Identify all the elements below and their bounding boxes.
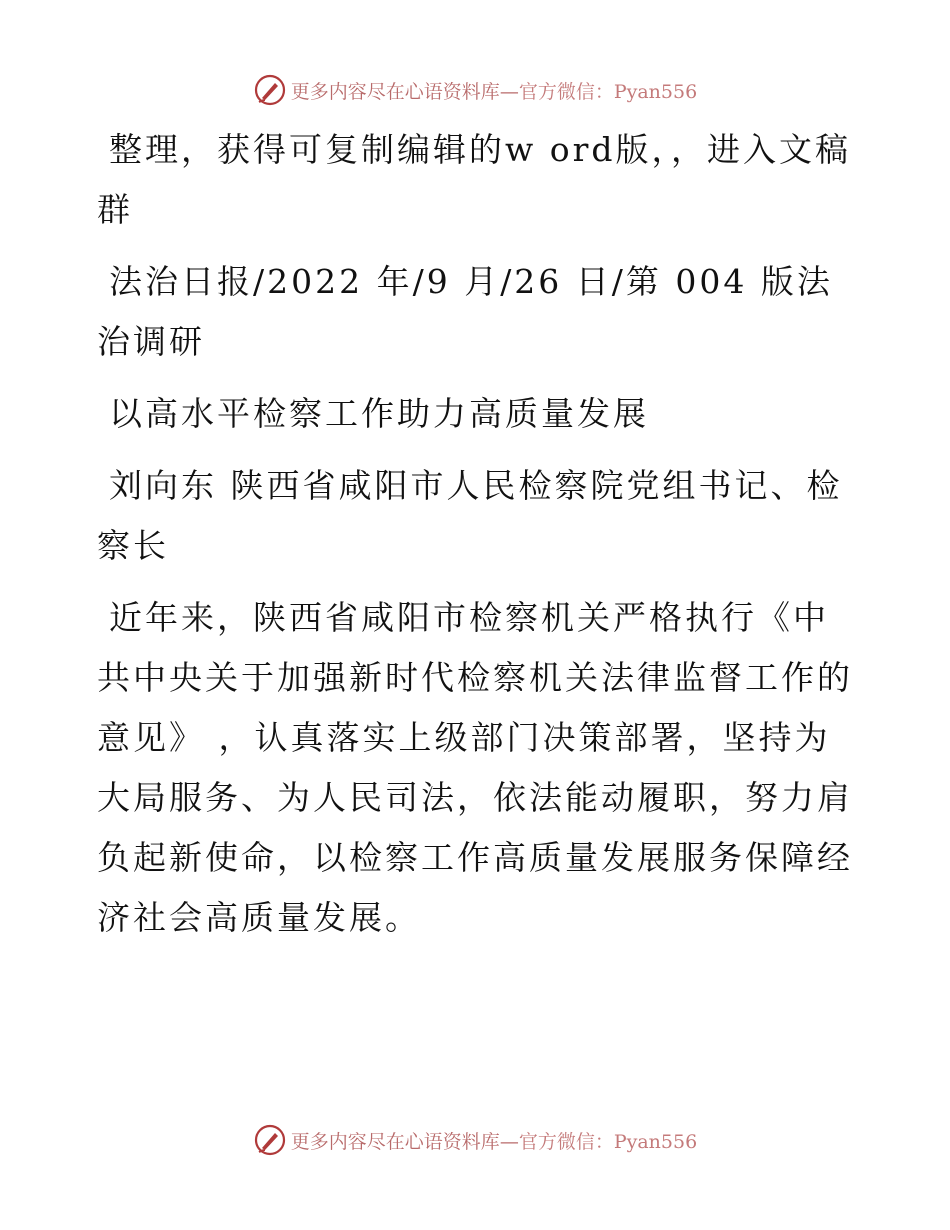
author-line: 刘向东 陕西省咸阳市人民检察院党组书记、检察长	[97, 466, 843, 565]
watermark-dash: —	[499, 1130, 519, 1153]
watermark-site-text: 更多内容尽在心语资料库	[290, 1130, 500, 1153]
watermark-text	[291, 1127, 697, 1154]
pen-logo-icon	[253, 1123, 287, 1157]
watermark-dash: —	[499, 80, 519, 103]
watermark-wechat-label: 官方微信：	[518, 80, 614, 103]
watermark-banner-top	[0, 70, 950, 110]
pen-logo-icon	[253, 73, 287, 107]
intro-note-paragraph: 整理，获得可复制编辑的w ord版，，进入文稿群	[97, 130, 852, 229]
watermark-wechat-id: Pyan556	[613, 1130, 698, 1153]
watermark-wechat-label: 官方微信：	[518, 1130, 614, 1153]
body-paragraph: 近年来，陕西省咸阳市检察机关严格执行《中共中央关于加强新时代检察机关法律监督工作的意见》 ，认真落实上级部门决策部署，坚持为大局服务、为人民司法，依法能动履职，努力肩负起新使命，以检察工作高质量发展服务保障经济社会高质量发展。	[97, 598, 853, 937]
watermark-wechat-id: Pyan556	[613, 80, 698, 103]
watermark-text	[291, 77, 697, 104]
source-line-paragraph: 法治日报/2022 年/9 月/26 日/第 004 版法治调研	[97, 262, 833, 361]
document-body	[97, 120, 857, 960]
watermark-banner-bottom	[0, 1120, 950, 1160]
watermark-site-text: 更多内容尽在心语资料库	[290, 80, 500, 103]
article-title: 以高水平检察工作助力高质量发展	[109, 394, 649, 433]
